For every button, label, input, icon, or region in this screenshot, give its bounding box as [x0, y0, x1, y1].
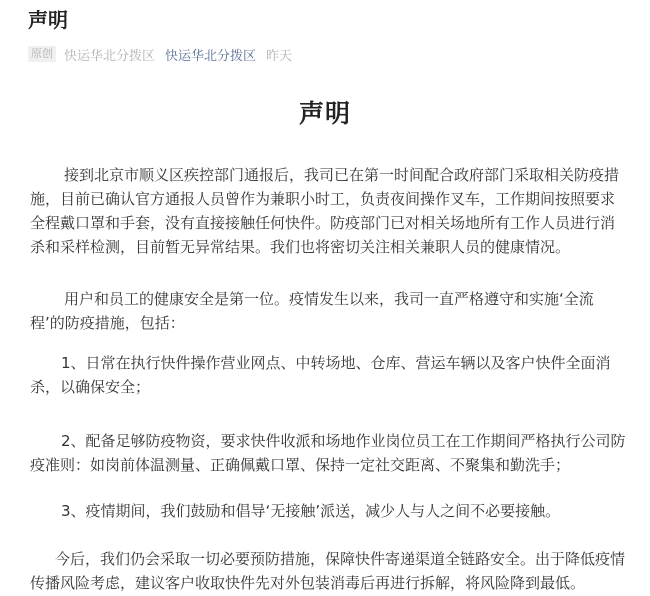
original-badge: 原创: [28, 46, 56, 62]
paragraph-safety: 用户和员工的健康安全是第一位。疫情发生以来，我司一直严格遵守和实施‘全流程’的防疫措施，包括：: [30, 290, 594, 332]
statement-heading: 声明: [298, 99, 351, 128]
source-name: 快运华北分拨区: [64, 48, 156, 64]
article-title: 声明: [28, 8, 68, 32]
account-name-link[interactable]: 快运华北分拨区: [165, 48, 257, 64]
paragraph-intro: 接到北京市顺义区疾控部门通报后，我司已在第一时间配合政府部门采取相关防疫措施，目前已确认官方通报人员曾作为兼职小时工，负责夜间操作叉车，工作期间按照要求全程戴口罩和手套，没有直接接触任何快件。防疫部门已对相关场地所有工作人员进行消杀和采样检测，目前暂无异常结果。我们也将密切关注相关兼职人员的健康情况。: [30, 166, 620, 256]
article-meta: [28, 44, 292, 64]
paragraph-measure-2: 2、配备足够防疫物资，要求快件收派和场地作业岗位员工在工作期间严格执行公司防疫准则：如岗前体温测量、正确佩戴口罩、保持一定社交距离、不聚集和勤洗手；: [30, 432, 626, 474]
paragraph-measure-3: 3、疫情期间，我们鼓励和倡导‘无接触’派送，减少人与人之间不必要接触。: [61, 502, 561, 520]
paragraph-measure-1: 1、日常在执行快件操作营业网点、中转场地、仓库、营运车辆以及客户快件全面消杀，以确保安全；: [30, 354, 611, 396]
post-time: 昨天: [266, 48, 293, 64]
paragraph-closing: 今后，我们仍会采取一切必要预防措施，保障快件寄递渠道全链路安全。出于降低疫情传播风险考虑，建议客户收取快件先对外包装消毒后再进行拆解，将风险降到最低。: [30, 550, 626, 592]
